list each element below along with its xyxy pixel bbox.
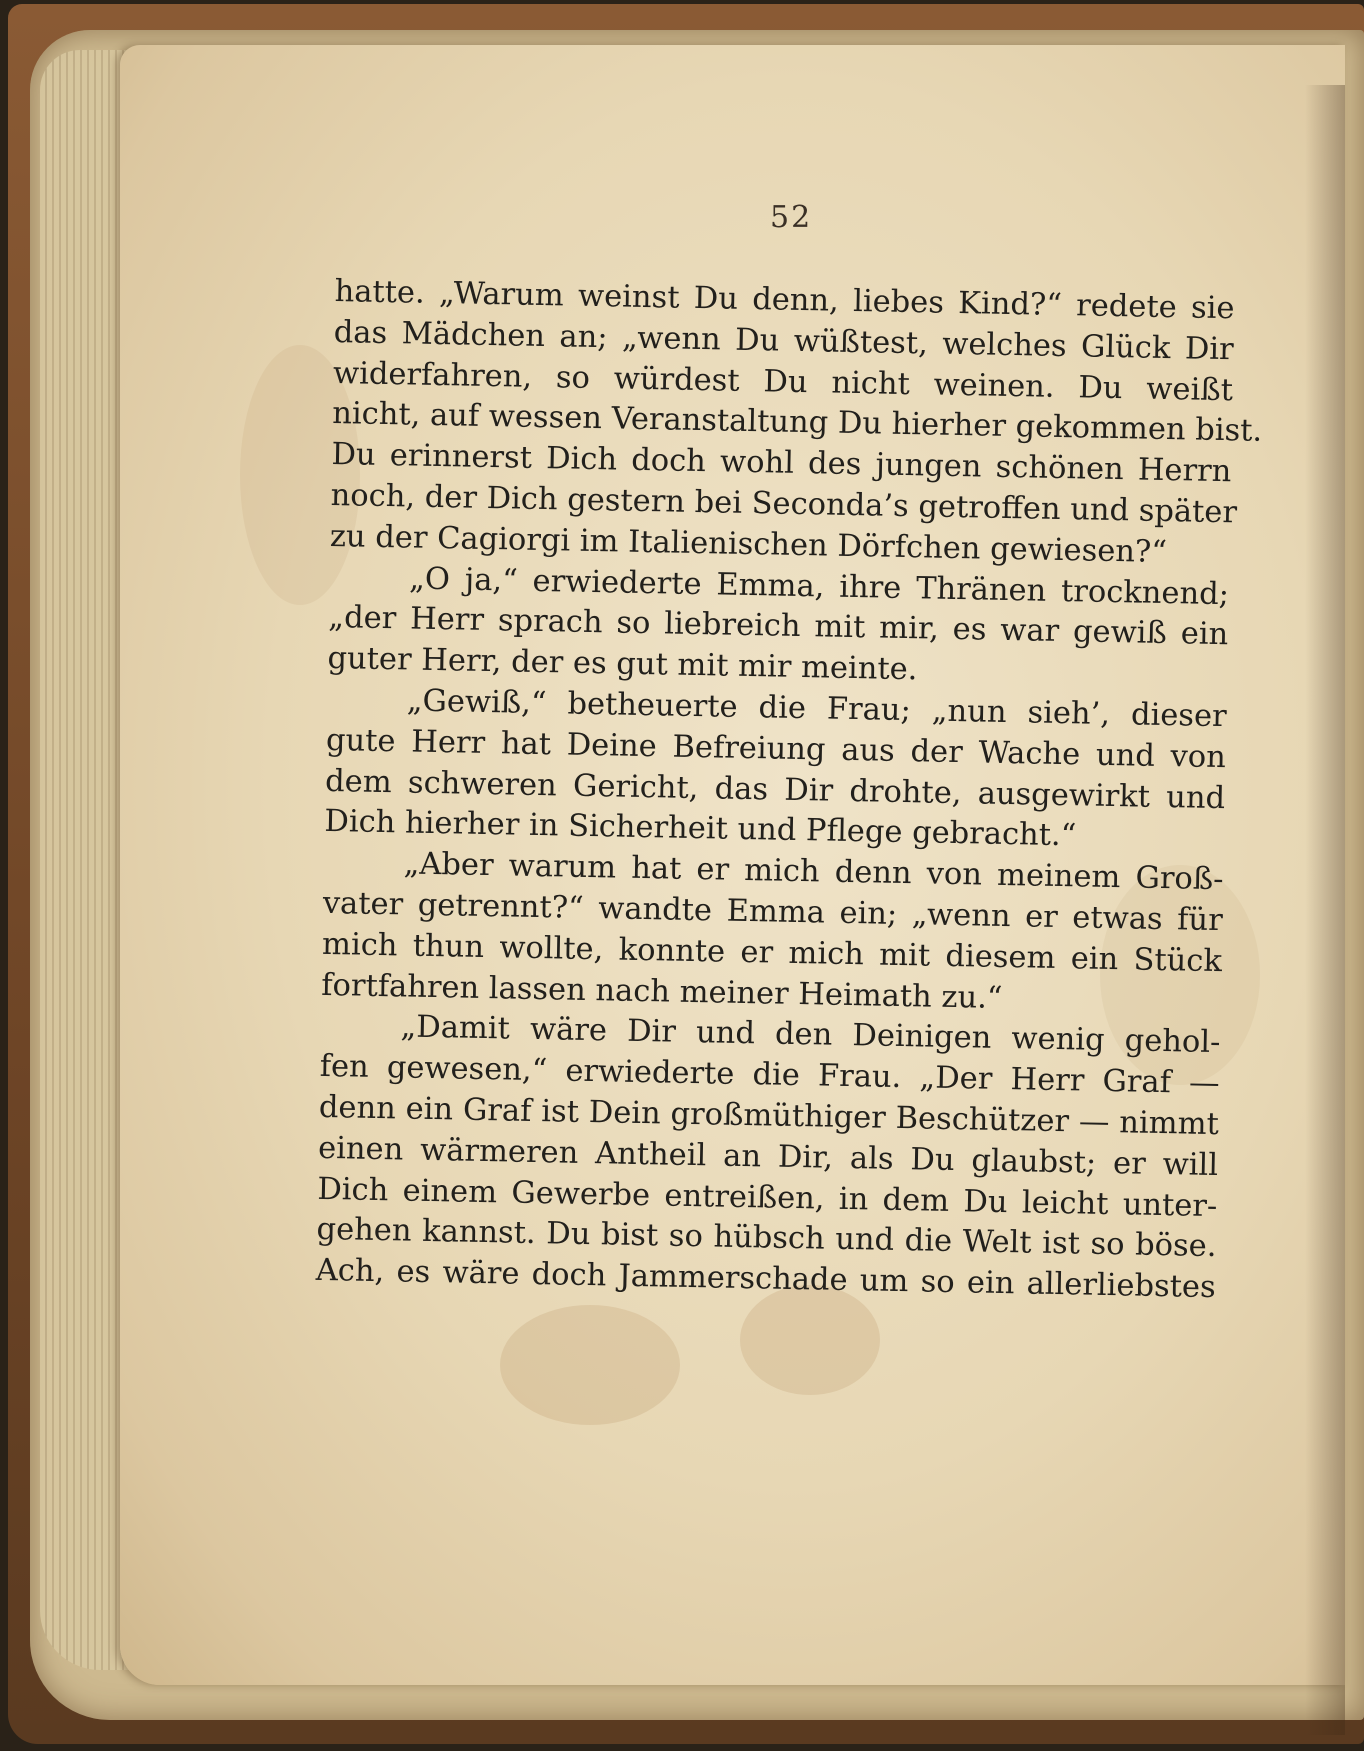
- text-line: „Gewiß,“ betheuerte die Frau; „nun sieh’, dieser: [406, 683, 1227, 735]
- text-line: denn ein Graf ist Dein großmüthiger Beschützer — nimmt: [318, 1089, 1220, 1143]
- text-line: gute Herr hat Deine Befreiung aus der Wache und von: [325, 722, 1227, 775]
- body-text: [315, 272, 1263, 1309]
- text-line: fortfahren lassen nach meiner Heimath zu.“: [320, 967, 1003, 1016]
- page-number: 52: [770, 200, 813, 235]
- text-line: fen gewesen,“ erwiederte die Frau. „Der Herr Graf —: [319, 1048, 1220, 1102]
- text-line: noch, der Dich gestern bei Seconda’s getroffen und später: [330, 477, 1238, 531]
- spine-shadow: [1305, 85, 1345, 1735]
- text-line: gehen kannst. Du bist so hübsch und die Welt ist so böse.: [316, 1212, 1217, 1265]
- text-line: „Damit wäre Dir und den Deinigen wenig gehol-: [400, 1009, 1221, 1061]
- text-line: das Mädchen an; „wenn Du wüßtest, welches Glück Dir: [333, 314, 1235, 368]
- text-line: „Aber warum hat er mich denn von meinem Groß-: [403, 846, 1224, 898]
- text-line: mich thun wollte, konnte er mich mit diesem ein Stück: [321, 926, 1223, 979]
- text-line: vater getrennt?“ wandte Emma ein; „wenn er etwas für: [322, 885, 1224, 939]
- text-line: nicht, auf wessen Veranstaltung Du hierher gekommen bist.: [331, 396, 1263, 450]
- text-line: guter Herr, der es gut mit mir meinte.: [327, 641, 918, 688]
- text-line: einen wärmeren Antheil an Dir, als Du glaubst; er will: [317, 1130, 1219, 1183]
- text-line: widerfahren, so würdest Du nicht weinen. Du weißt: [332, 355, 1234, 408]
- text-line: hatte. „Warum weinst Du denn, liebes Kind?“ redete sie: [334, 273, 1235, 327]
- paper-stain: [500, 1305, 680, 1425]
- text-line: „der Herr sprach so liebreich mit mir, es war gewiß ein: [328, 600, 1229, 653]
- text-line: Ach, es wäre doch Jammerschade um so ein allerliebstes: [315, 1252, 1216, 1306]
- text-line: „O ja,“ erwiederte Emma, ihre Thränen trocknend;: [408, 561, 1230, 612]
- text-line: dem schweren Gericht, das Dir drohte, ausgewirkt und: [324, 763, 1226, 816]
- text-line: Du erinnerst Dich doch wohl des jungen schönen Herrn: [331, 437, 1232, 490]
- text-line: Dich hierher in Sicherheit und Pflege gebracht.“: [324, 804, 1077, 854]
- text-line: zu der Cagiorgi im Italienischen Dörfchen gewiesen?“: [329, 518, 1168, 570]
- text-line: Dich einem Gewerbe entreißen, in dem Du leicht unter-: [317, 1171, 1218, 1224]
